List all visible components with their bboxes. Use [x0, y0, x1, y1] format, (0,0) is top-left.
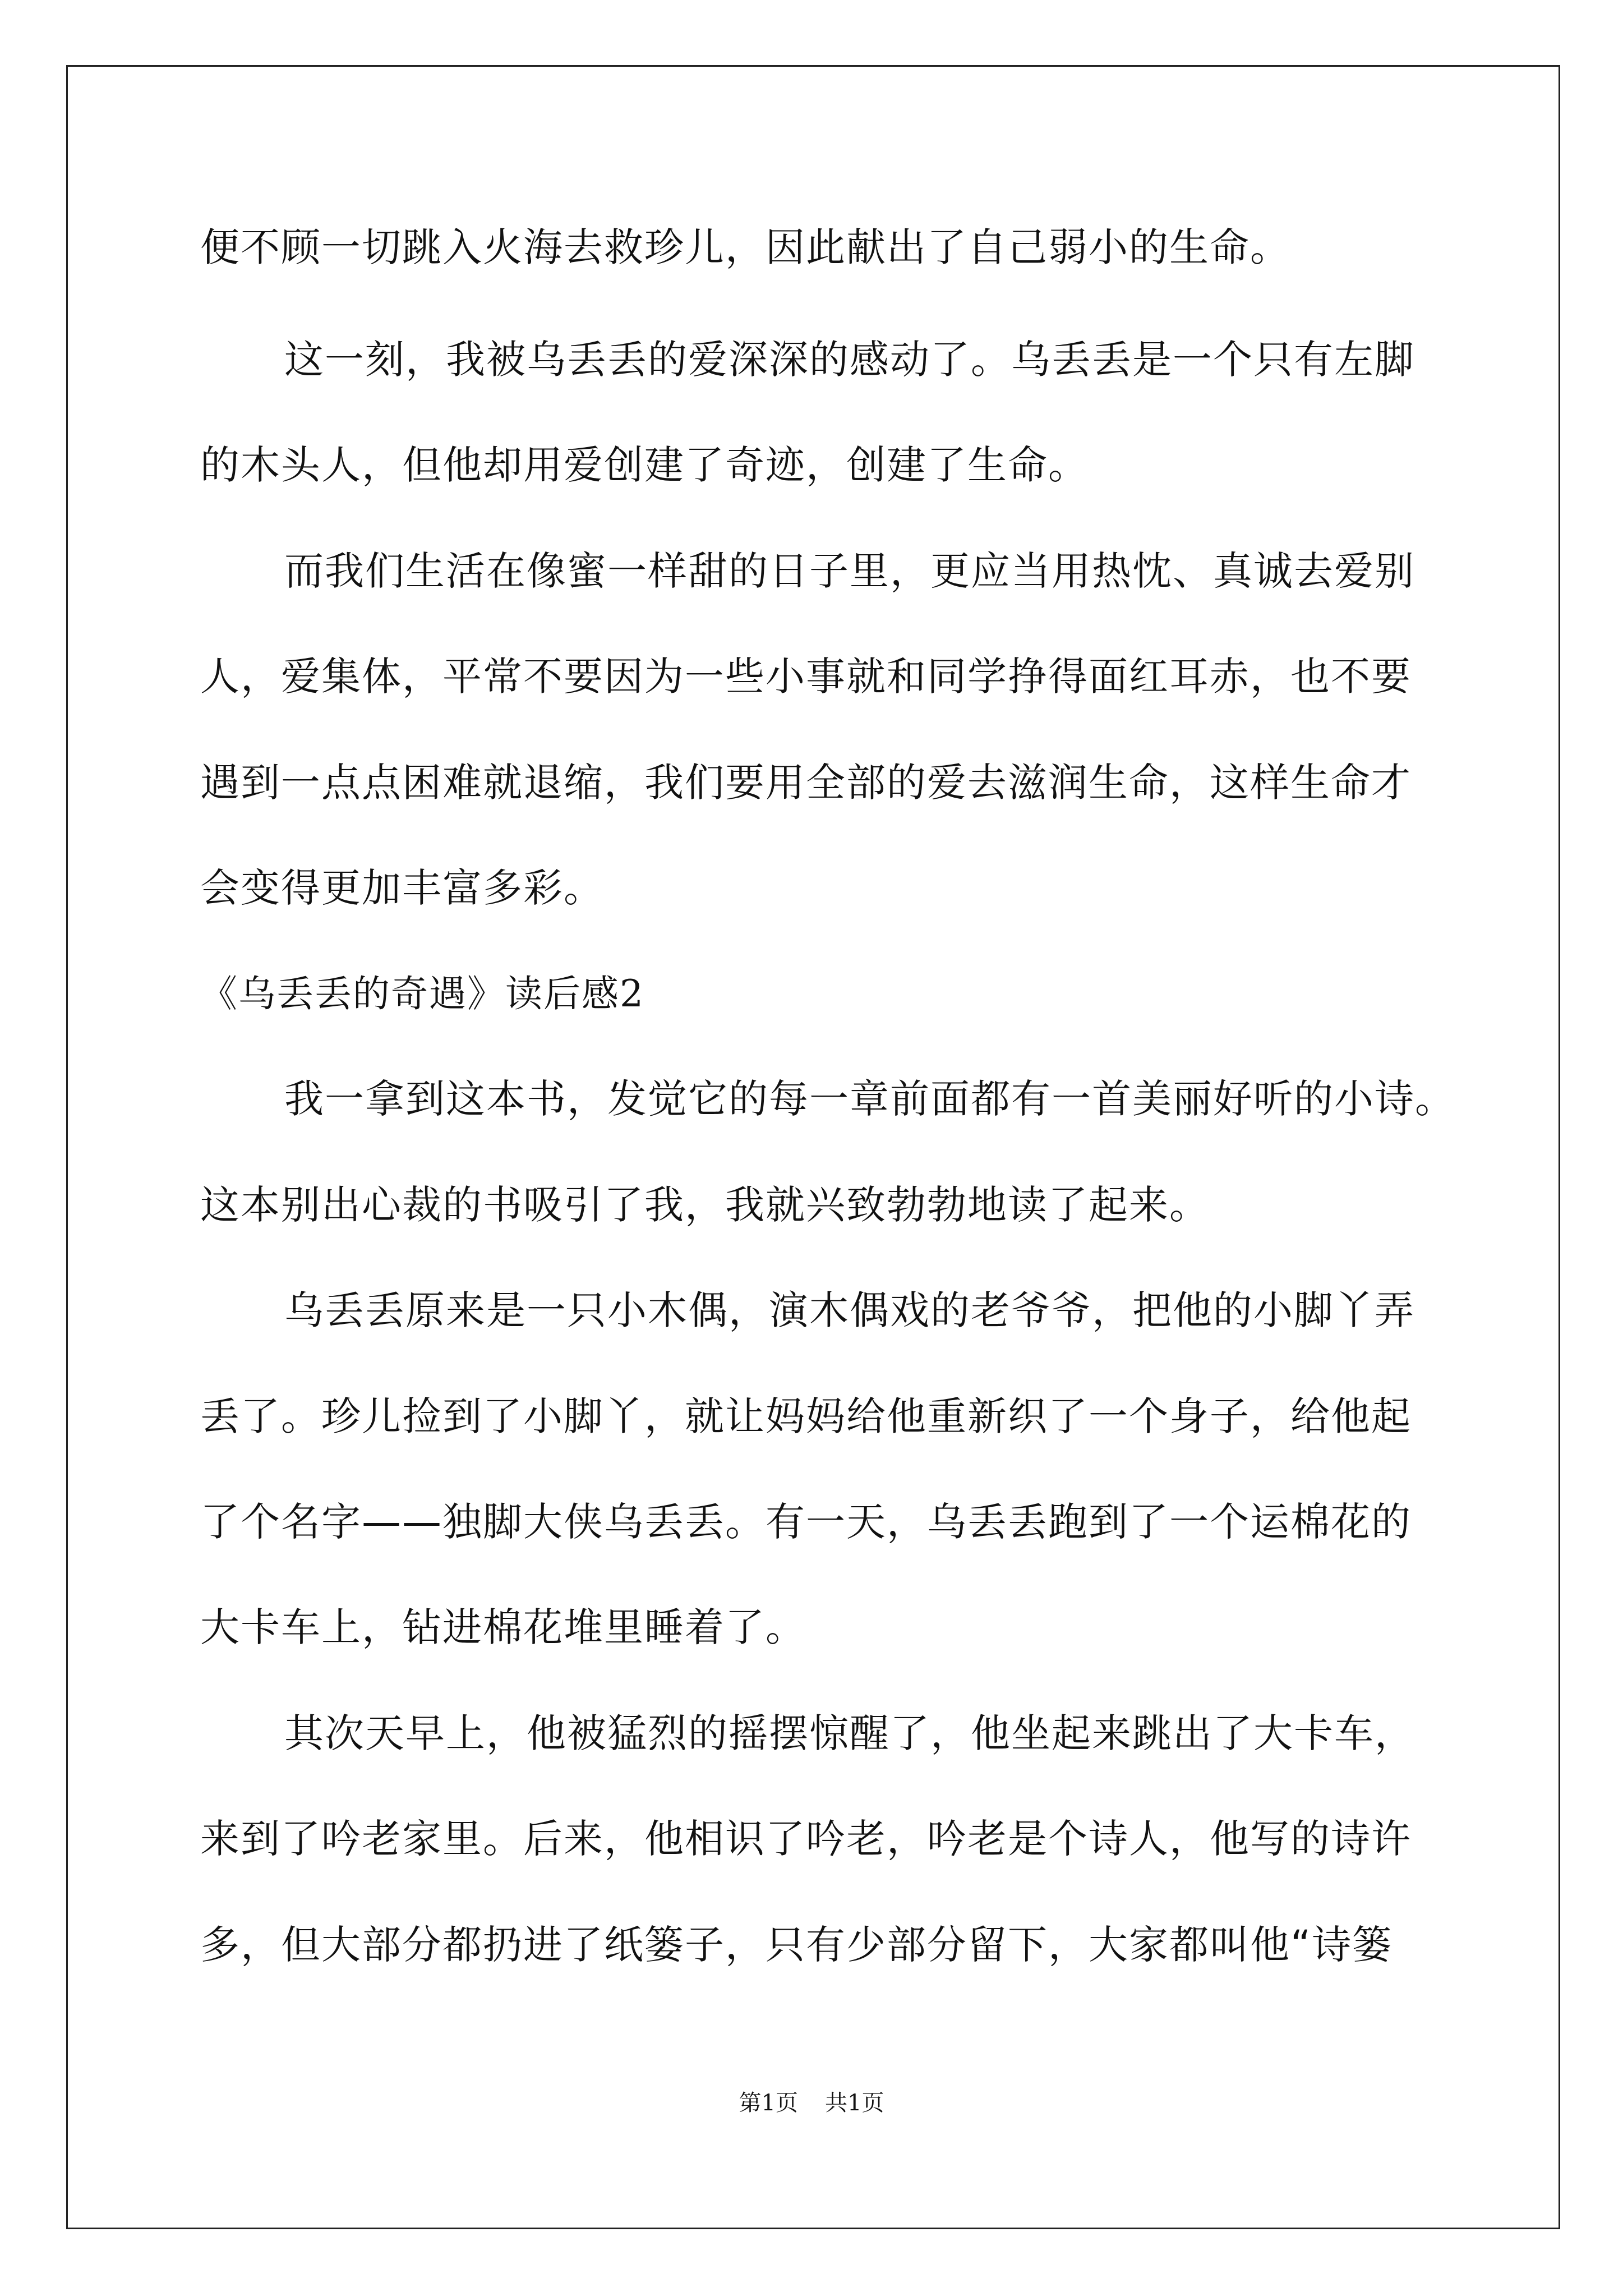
text-line: 人，爱集体，平常不要因为一些小事就和同学挣得面红耳赤，也不要	[200, 654, 1412, 700]
text-line: 大卡车上，钻进棉花堆里睡着了。	[200, 1604, 806, 1650]
paragraph-start: 其次天早上，他被猛烈的摇摆惊醒了，他坐起来跳出了大卡车，	[284, 1710, 1415, 1756]
paragraph-start: 这一刻，我被乌丢丢的爱深深的感动了。乌丢丢是一个只有左脚	[284, 337, 1415, 383]
text-line: 多，但大部分都扔进了纸篓子，只有少部分留下，大家都叫他“诗篓	[200, 1922, 1393, 1968]
page-total: 共1页	[825, 2090, 884, 2116]
text-line: 的木头人，但他却用爱创建了奇迹，创建了生命。	[200, 442, 1089, 488]
text-line: 丢了。珍儿捡到了小脚丫，就让妈妈给他重新织了一个身子，给他起	[200, 1393, 1412, 1439]
page-number: 第1页	[739, 2090, 798, 2116]
text-line: 会变得更加丰富多彩。	[200, 865, 604, 911]
paragraph-start: 我一拿到这本书，发觉它的每一章前面都有一首美丽好听的小诗。	[284, 1076, 1455, 1122]
text-line: 来到了吟老家里。后来，他相识了吟老，吟老是个诗人，他写的诗许	[200, 1816, 1412, 1862]
paragraph-start: 乌丢丢原来是一只小木偶，演木偶戏的老爷爷，把他的小脚丫弄	[284, 1287, 1415, 1333]
text-line: 遇到一点点困难就退缩，我们要用全部的爱去滋润生命，这样生命才	[200, 760, 1412, 806]
text-line: 了个名字——独脚大侠乌丢丢。有一天，乌丢丢跑到了一个运棉花的	[200, 1499, 1412, 1545]
page-border	[66, 65, 1560, 2229]
paragraph-start: 而我们生活在像蜜一样甜的日子里，更应当用热忱、真诚去爱别	[284, 548, 1415, 594]
page-footer	[0, 2089, 1623, 2117]
section-heading: 《乌丢丢的奇遇》读后感2	[200, 972, 644, 1015]
text-line: 这本别出心裁的书吸引了我，我就兴致勃勃地读了起来。	[200, 1182, 1210, 1228]
text-line: 便不顾一切跳入火海去救珍儿，因此献出了自己弱小的生命。	[200, 224, 1290, 270]
